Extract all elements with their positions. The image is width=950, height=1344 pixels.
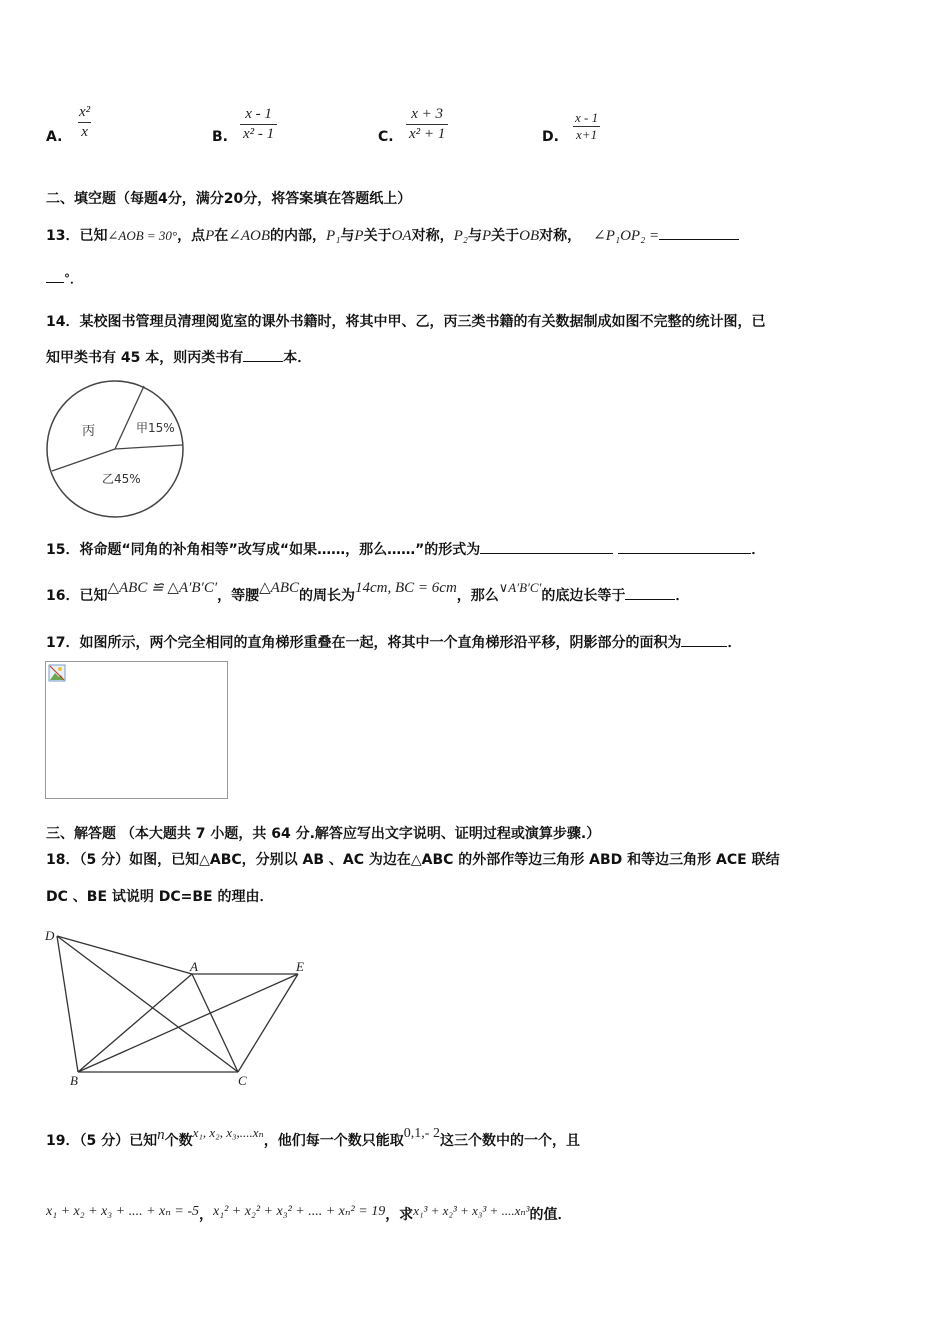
label-a: A [190, 959, 198, 974]
segment-ba [78, 974, 192, 1072]
q15: 15．将命题“同角的补角相等”改写成“如果……，那么……”的形式为 ． [46, 542, 766, 558]
label-e: E [296, 959, 304, 974]
q19-line2: x₁ + x₂ + x₃ + .... + xₙ = -5，x₁² + x₂² + x₃² + .... + xₙ² = 19，求x₁³ + x₂³ + x₃³ + ....xₙ³的值． [46, 1203, 572, 1223]
broken-image-placeholder [45, 661, 228, 799]
segment-db [57, 936, 78, 1072]
pie-label-yi: 乙45% [102, 472, 141, 486]
q13: 13．已知∠AOB = 30°，点P在∠AOB的内部，P₁与P关于OA对称，P₂与P关于OB对称， ∠P₁OP₂ = [46, 225, 739, 245]
q18-line2: DC 、BE 试说明 DC=BE 的理由． [46, 889, 274, 905]
broken-image-icon [48, 664, 66, 682]
pie-label-jia: 甲15% [136, 421, 175, 435]
q14-line2: 知甲类书有 45 本，则丙类书有 本． [46, 350, 312, 366]
segment-ec [238, 974, 298, 1072]
q17: 17．如图所示，两个完全相同的直角梯形重叠在一起，将其中一个直角梯形沿平移，阴影部分的面积为 ． [46, 635, 742, 651]
option-d-label: D. [542, 129, 559, 145]
section3-title: 三、解答题 （本大题共 7 小题，共 64 分.解答应写出文字说明、证明过程或演算步骤.） [46, 826, 601, 842]
q13-blank [659, 227, 739, 240]
option-a-label: A. [46, 129, 63, 145]
segment-dc [57, 936, 238, 1072]
section2-title: 二、填空题（每题4分，满分20分，将答案填在答题纸上） [46, 191, 412, 207]
pie-divider-1 [115, 386, 144, 449]
option-b-label: B. [212, 129, 228, 145]
q18-geometry-figure [40, 924, 320, 1089]
label-c: C [238, 1073, 247, 1088]
pie-chart-figure [44, 375, 189, 525]
q14-line1: 14．某校图书管理员清理阅览室的课外书籍时，将其中甲、乙，丙三类书籍的有关数据制成如图不完整的统计图，已 [46, 314, 766, 330]
q13-tail: °． [46, 270, 82, 287]
segment-da [57, 936, 192, 974]
label-d: D [45, 928, 55, 943]
q19-line1: 19．（5 分）已知n个数x₁, x₂, x₃,....xₙ，他们每一个数只能取0,1,- 2这三个数中的一个，且 [46, 1125, 580, 1149]
q14-blank [243, 349, 283, 362]
segment-ac [192, 974, 238, 1072]
label-b: B [70, 1073, 78, 1088]
segment-be [78, 974, 298, 1072]
pie-divider-3 [52, 449, 115, 471]
pie-label-bing: 丙 [82, 424, 96, 439]
q16: 16．已知△ABC ≌ △A′B′C′，等腰△ABC的周长为14cm, BC = 6cm，那么∨A′B′C′的底边长等于 ． [46, 580, 690, 604]
q18-line1: 18．（5 分）如图，已知△ABC，分别以 AB 、AC 为边在△ABC 的外部作等边三角形 ABD 和等边三角形 ACE 联结 [46, 852, 780, 868]
pie-divider-2 [115, 445, 182, 449]
option-c-label: C. [378, 129, 394, 145]
